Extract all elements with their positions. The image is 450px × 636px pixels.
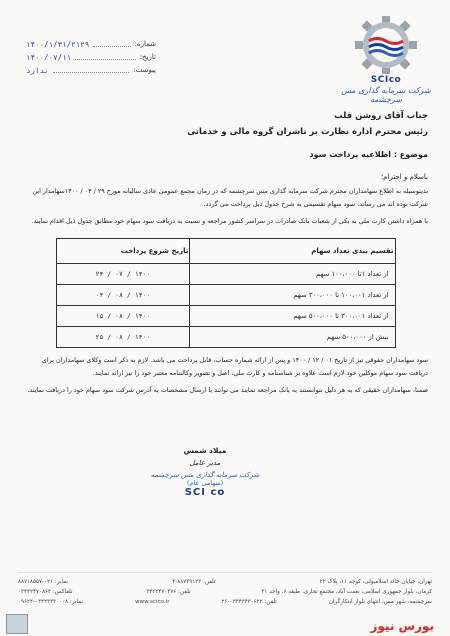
signatory-title: مدیر عامل	[189, 459, 221, 467]
gear-logo-icon	[355, 16, 417, 74]
greeting: باسلام و احترام؛	[380, 173, 428, 181]
meta-number-row	[26, 38, 156, 51]
table-row	[56, 327, 395, 348]
kerman-phone: تلفن: ۰۳۴۳۲۴۷۰۴۷۶	[143, 589, 191, 595]
logo-text: SCIco	[370, 75, 402, 85]
stamp-company-name: شرکت سرمایه گذاری مس سرچشمه	[150, 471, 260, 479]
col-shares-header: تقسیم بندی تعداد سهام	[190, 239, 395, 264]
date-label: تاریخ:	[139, 53, 156, 61]
letter-subject: موضوع : اطلاعیه پرداخت سود	[309, 150, 428, 159]
table-row	[56, 306, 395, 327]
table-header-row	[56, 239, 395, 264]
stamp-company-type: (سهامی عام)	[186, 479, 224, 487]
table-row	[56, 285, 395, 306]
meta-attachment-row	[26, 64, 156, 77]
paragraph-1: بدینوسیله به اطلاع سهامداران محترم شرکت سرمایه گذاری مس سرچشمه که در زمان مجمع عمومی عادی سالیانه مورخ ۲۹ / ۰۴ / ۱۴۰۰سهامدار این شرکت بوده اند می رساند، سود سهام تقسیمی به شرح جدول ذیل پرداخت می گردد.	[32, 187, 428, 208]
sarcheshmeh-address: سرچشمه، شهر مس، انتهای بلوار ابتکارگران	[328, 599, 432, 605]
attachment-label: پیوست:	[133, 66, 156, 74]
tier-cell: از تعداد ۱۰۰،۰۰۱ تا ۳۰۰،۰۰۰ سهم	[190, 285, 395, 306]
meta-dots	[53, 64, 130, 73]
footer-row-tehran	[18, 577, 432, 587]
kerman-address: کرمان، بلوار جمهوری اسلامی، نعمت آباد، مجتمع تجاری، طبقه ۶، واحد ۳۱	[261, 589, 432, 595]
tier-cell: از تعداد ۱تا ۱۰۰،۰۰۰ سهم	[190, 264, 395, 285]
meta-dots	[75, 51, 136, 60]
company-stamp	[140, 471, 270, 498]
company-logo	[340, 16, 432, 116]
number-label: شماره:	[134, 40, 156, 48]
number-value: ۱۴۰۰/۱/۳۱/۲۱۲۹	[26, 40, 90, 49]
footer-row-sarcheshmeh	[18, 597, 432, 607]
signature-block	[140, 446, 270, 498]
kerman-fax: تلفاکس: ۰۳۴۳۲۴۷۰۸۶۴	[18, 589, 73, 595]
letterhead-footer	[18, 572, 432, 607]
tehran-phone: تلفن: ۸۸۷۳۹۱۲۳-۴	[172, 579, 216, 585]
date-cell: ۱۴۰۰ / ۰۸ / ۰۴	[56, 285, 190, 306]
meta-date-row	[26, 51, 156, 64]
attachment-value: ندارد	[26, 66, 49, 75]
logo-tagline: شرکت سرمایه گذاری مس سرچشمه	[341, 86, 431, 104]
footer-row-kerman	[18, 587, 432, 597]
signatory-name: میلاد شمس	[183, 446, 227, 455]
date-cell: ۱۴۰۰ / ۰۸ / ۱۵	[56, 306, 190, 327]
date-cell: ۱۴۰۰ / ۰۸ / ۲۵	[56, 327, 190, 348]
stamp-code: SCI co	[184, 487, 226, 498]
table-row	[56, 264, 395, 285]
tier-cell: از تعداد ۳۰۰،۰۰۱ تا ۵۰۰،۰۰۰ سهم	[190, 306, 395, 327]
tehran-address: تهران، خیابان خالد اسلامبولی، کوچه ۱۱، پلاک ۲۲	[319, 579, 432, 585]
meta-dots	[93, 38, 130, 47]
news-watermark: بورس نیوز	[370, 619, 434, 633]
letter-body	[23, 108, 428, 397]
sarcheshmeh-phone: تلفن: ۰۳۴۴۳۴۳۰۶۲۲-۲۶	[221, 599, 277, 605]
note-legal-shareholders: سود سهامداران حقوقی نیز از تاریخ ۰۱ / ۱۲ / ۱۴۰۰ و پس از ارائه شماره حساب، قابل پرداخت می باشد. لازم به ذکر است وکلای سهامداران برای دریافت سود سهام موکلین خود لازم است علاوه بر شناسنامه و کارت ملی، اصل و تصویر وکالتنامه معتبر خود را نیز ارائه نمایند.	[41, 356, 428, 377]
col-date-header: تاریخ شروع پرداخت	[56, 239, 190, 264]
thumbnail-image	[6, 614, 28, 634]
tier-cell: بیش از ۵۰۰،۰۰۰ سهم	[190, 327, 395, 348]
date-value: ۱۴۰۰/۰۷/۱۱	[26, 53, 72, 62]
website-link[interactable]: www.scico.ir	[134, 599, 170, 605]
tehran-fax: نمابر: ۰۲۱-۸۸۷۱۸۵۵۷	[18, 579, 68, 585]
letter-meta	[26, 38, 156, 77]
addressee-name: جناب آقای روشن قلب	[334, 111, 428, 121]
date-cell: ۱۴۰۰ / ۰۷ / ۲۴	[56, 264, 190, 285]
sarcheshmeh-fax: نمابر: ۰۳۴۴۳۴۳۰۰۰۸-۰۹۶۲۴	[18, 599, 83, 605]
note-individual-shareholders: ضمنا، سهامداران حقیقی که به هر دلیل نتوانستند به بانک مراجعه نمایند می توانند با ارسال مشخصات به آدرس شرکت سود سهام خود را دریافت نمایند.	[27, 386, 428, 394]
addressee-title: رئیس محترم اداره نظارت بر ناشران گروه مالی و خدماتی	[187, 127, 428, 137]
payment-schedule-table	[56, 238, 396, 348]
paragraph-2: با همراه داشتن کارت ملی به یکی از شعبات بانک صادرات در سراسر کشور مراجعه و نسبت به دریافت سود سهام خود مطابق جدول ذیل اقدام نمایند.	[31, 217, 428, 225]
